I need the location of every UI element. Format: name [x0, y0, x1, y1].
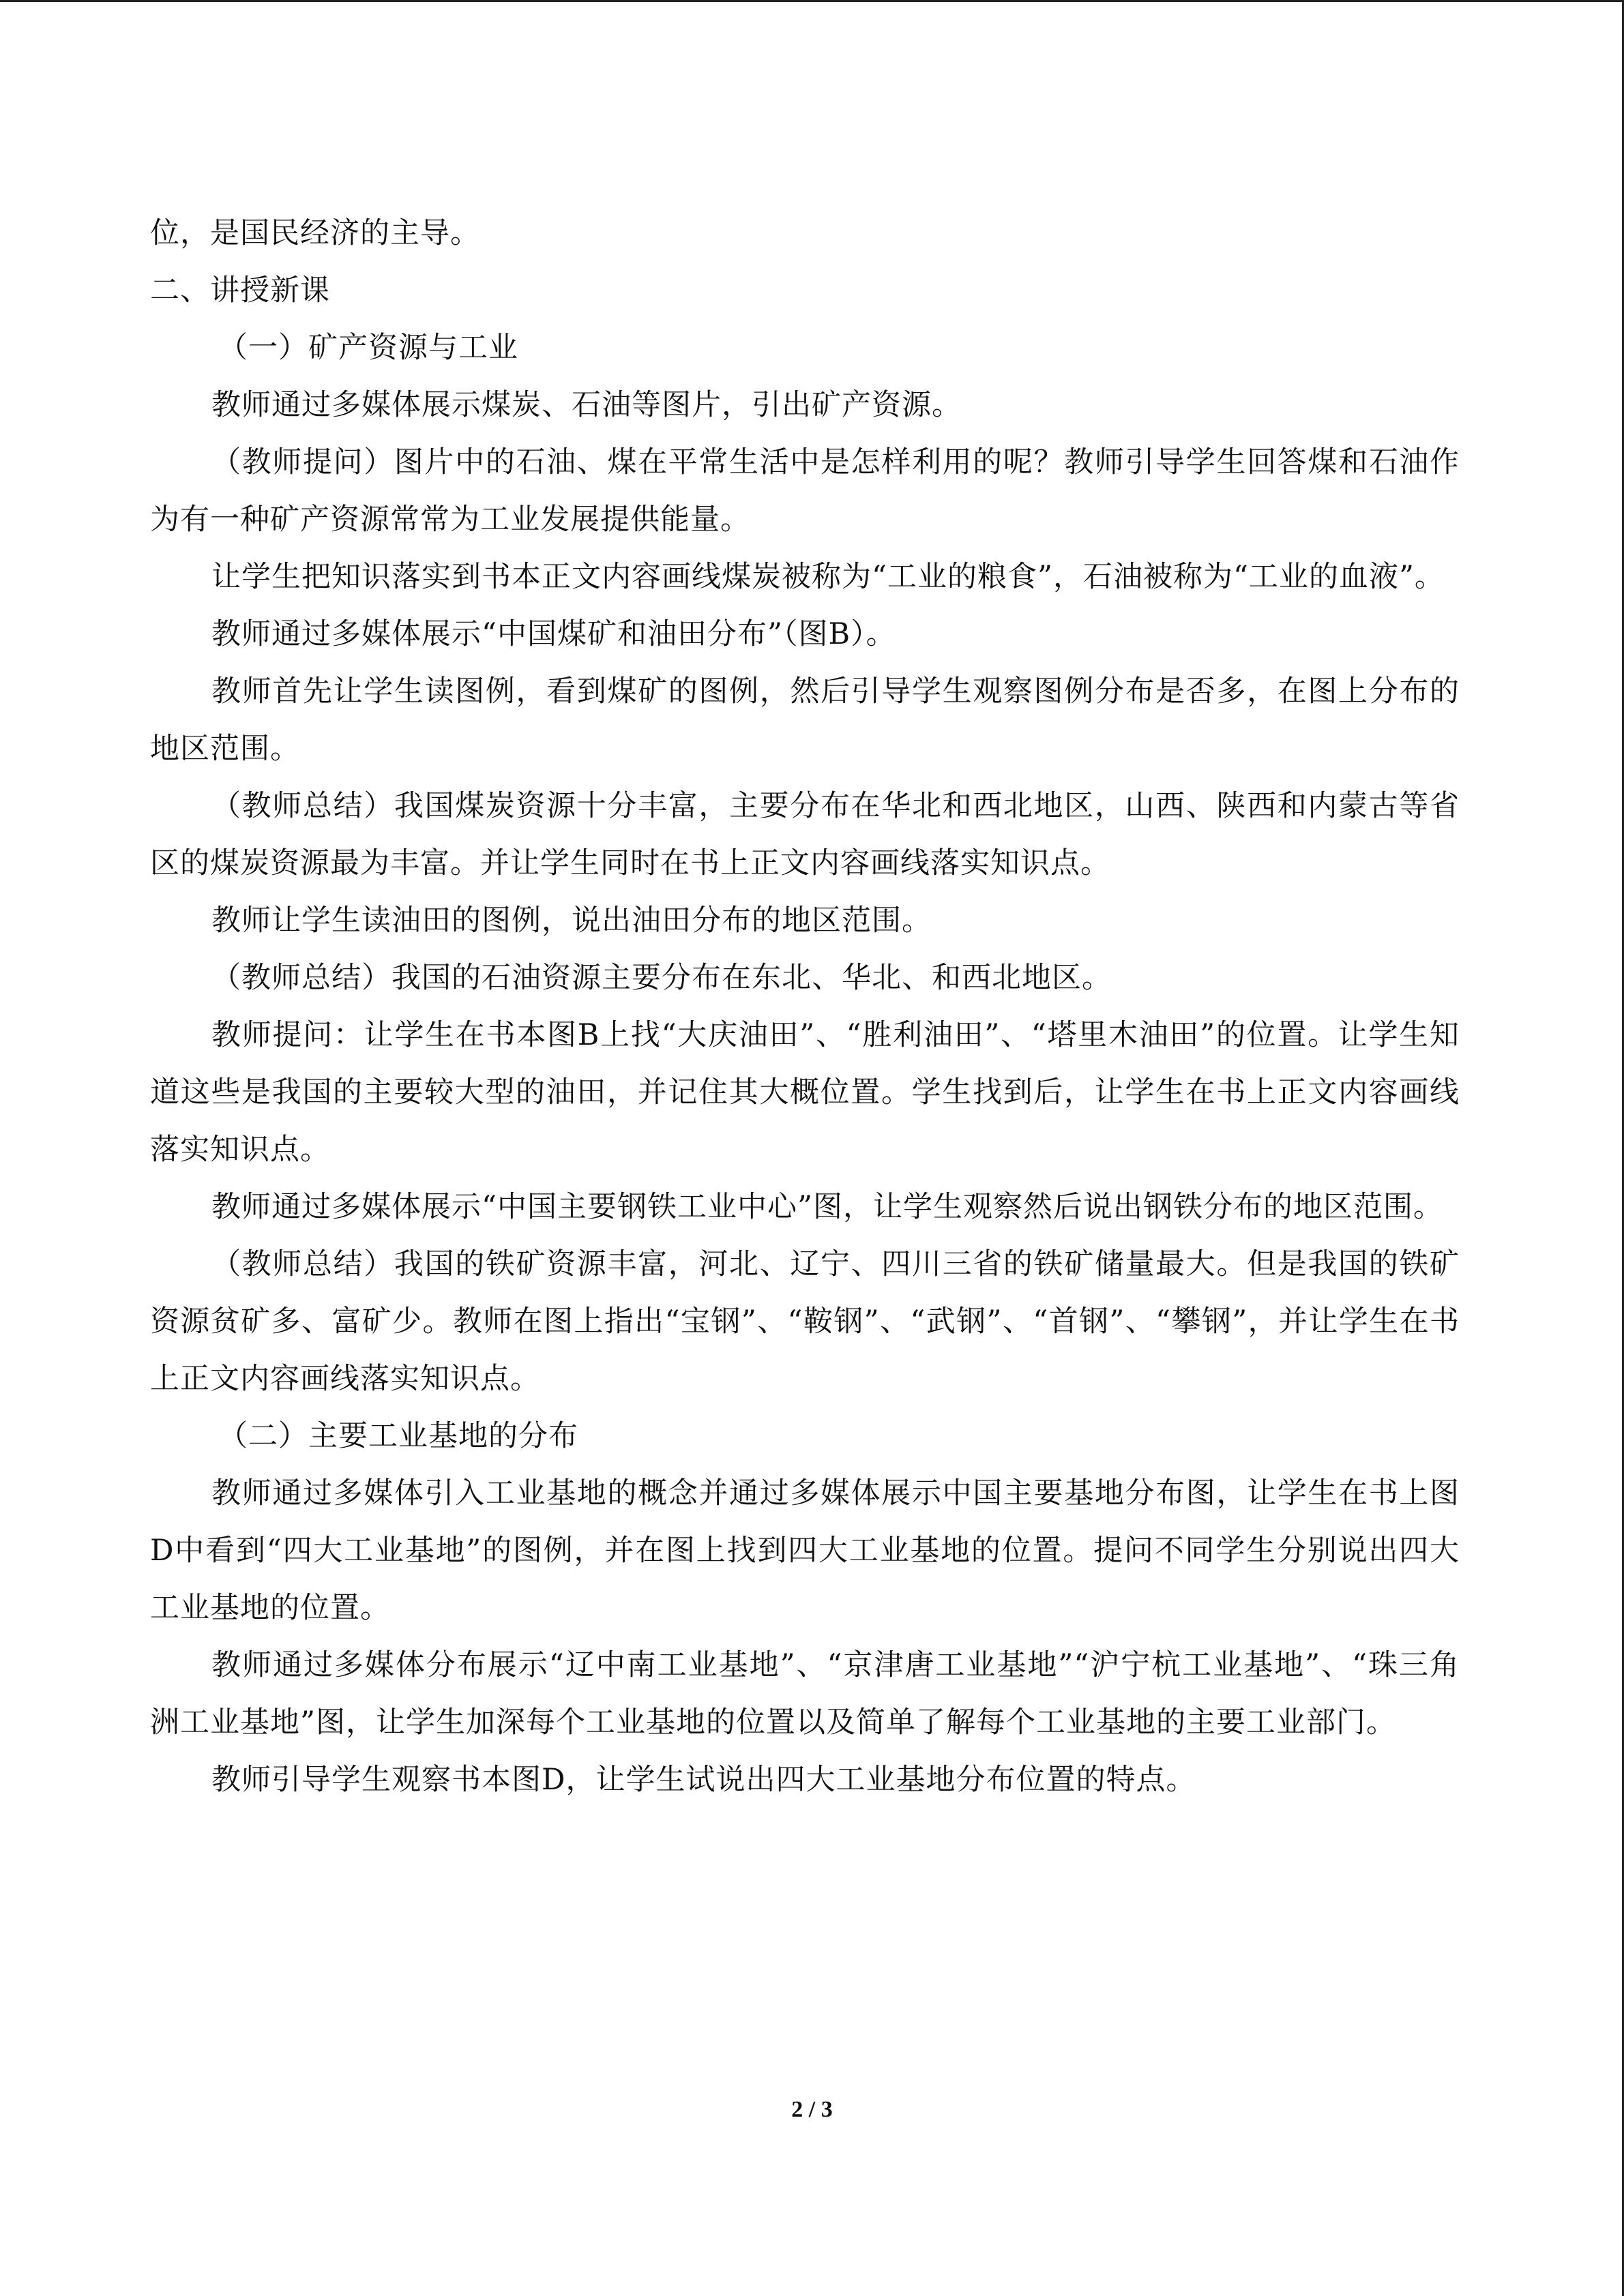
- paragraph: 位，是国民经济的主导。: [150, 216, 480, 250]
- paragraph: 教师引导学生观察书本图D，让学生试说出四大工业基地分布位置的特点。: [211, 1763, 1196, 1797]
- page-number: 2 / 3: [791, 2097, 833, 2122]
- paragraph: 教师通过多媒体展示“中国煤矿和油田分布”（图B）。: [211, 617, 896, 651]
- paragraph: （教师总结）我国的铁矿资源丰富，河北、辽宁、四川三省的铁矿储量最大。但是我国的铁矿资源贫矿多、富矿少。教师在图上指出“宝钢”、“鞍钢”、“武钢”、“首钢”、“攀钢”，并让学生在书上正文内容画线落实知识点。: [150, 1247, 1460, 1396]
- paragraph: 教师通过多媒体引入工业基地的概念并通过多媒体展示中国主要基地分布图，让学生在书上图D中看到“四大工业基地”的图例，并在图上找到四大工业基地的位置。提问不同学生分别说出四大工业基地的位置。: [150, 1476, 1460, 1625]
- subsection-heading: （一）矿产资源与工业: [218, 331, 518, 365]
- paragraph: 教师让学生读油田的图例，说出油田分布的地区范围。: [211, 904, 932, 938]
- page-top-border: [0, 0, 1624, 2]
- paragraph: 教师首先让学生读图例，看到煤矿的图例，然后引导学生观察图例分布是否多，在图上分布的地区范围。: [150, 674, 1460, 766]
- section-heading: 二、讲授新课: [150, 273, 330, 308]
- paragraph: 教师通过多媒体分布展示“辽中南工业基地”、“京津唐工业基地”“沪宁杭工业基地”、“珠三角洲工业基地”图，让学生加深每个工业基地的位置以及简单了解每个工业基地的主要工业部门。: [150, 1648, 1460, 1740]
- paragraph: （教师总结）我国的石油资源主要分布在东北、华北、和西北地区。: [211, 961, 1112, 995]
- subsection-heading: （二）主要工业基地的分布: [218, 1419, 578, 1453]
- paragraph: 教师通过多媒体展示“中国主要钢铁工业中心”图，让学生观察然后说出钢铁分布的地区范围。: [211, 1190, 1443, 1224]
- paragraph: 让学生把知识落实到书本正文内容画线煤炭被称为“工业的粮食”，石油被称为“工业的血液”。: [211, 560, 1445, 594]
- paragraph: （教师提问）图片中的石油、煤在平常生活中是怎样利用的呢？教师引导学生回答煤和石油作为有一种矿产资源常常为工业发展提供能量。: [150, 445, 1460, 537]
- paragraph: 教师通过多媒体展示煤炭、石油等图片，引出矿产资源。: [211, 388, 962, 422]
- paragraph: （教师总结）我国煤炭资源十分丰富，主要分布在华北和西北地区，山西、陕西和内蒙古等省区的煤炭资源最为丰富。并让学生同时在书上正文内容画线落实知识点。: [150, 789, 1460, 880]
- document-body: [150, 205, 1460, 1808]
- paragraph: 教师提问：让学生在书本图B上找“大庆油田”、“胜利油田”、“塔里木油田”的位置。让学生知道这些是我国的主要较大型的油田，并记住其大概位置。学生找到后，让学生在书上正文内容画线落实知识点。: [150, 1018, 1460, 1167]
